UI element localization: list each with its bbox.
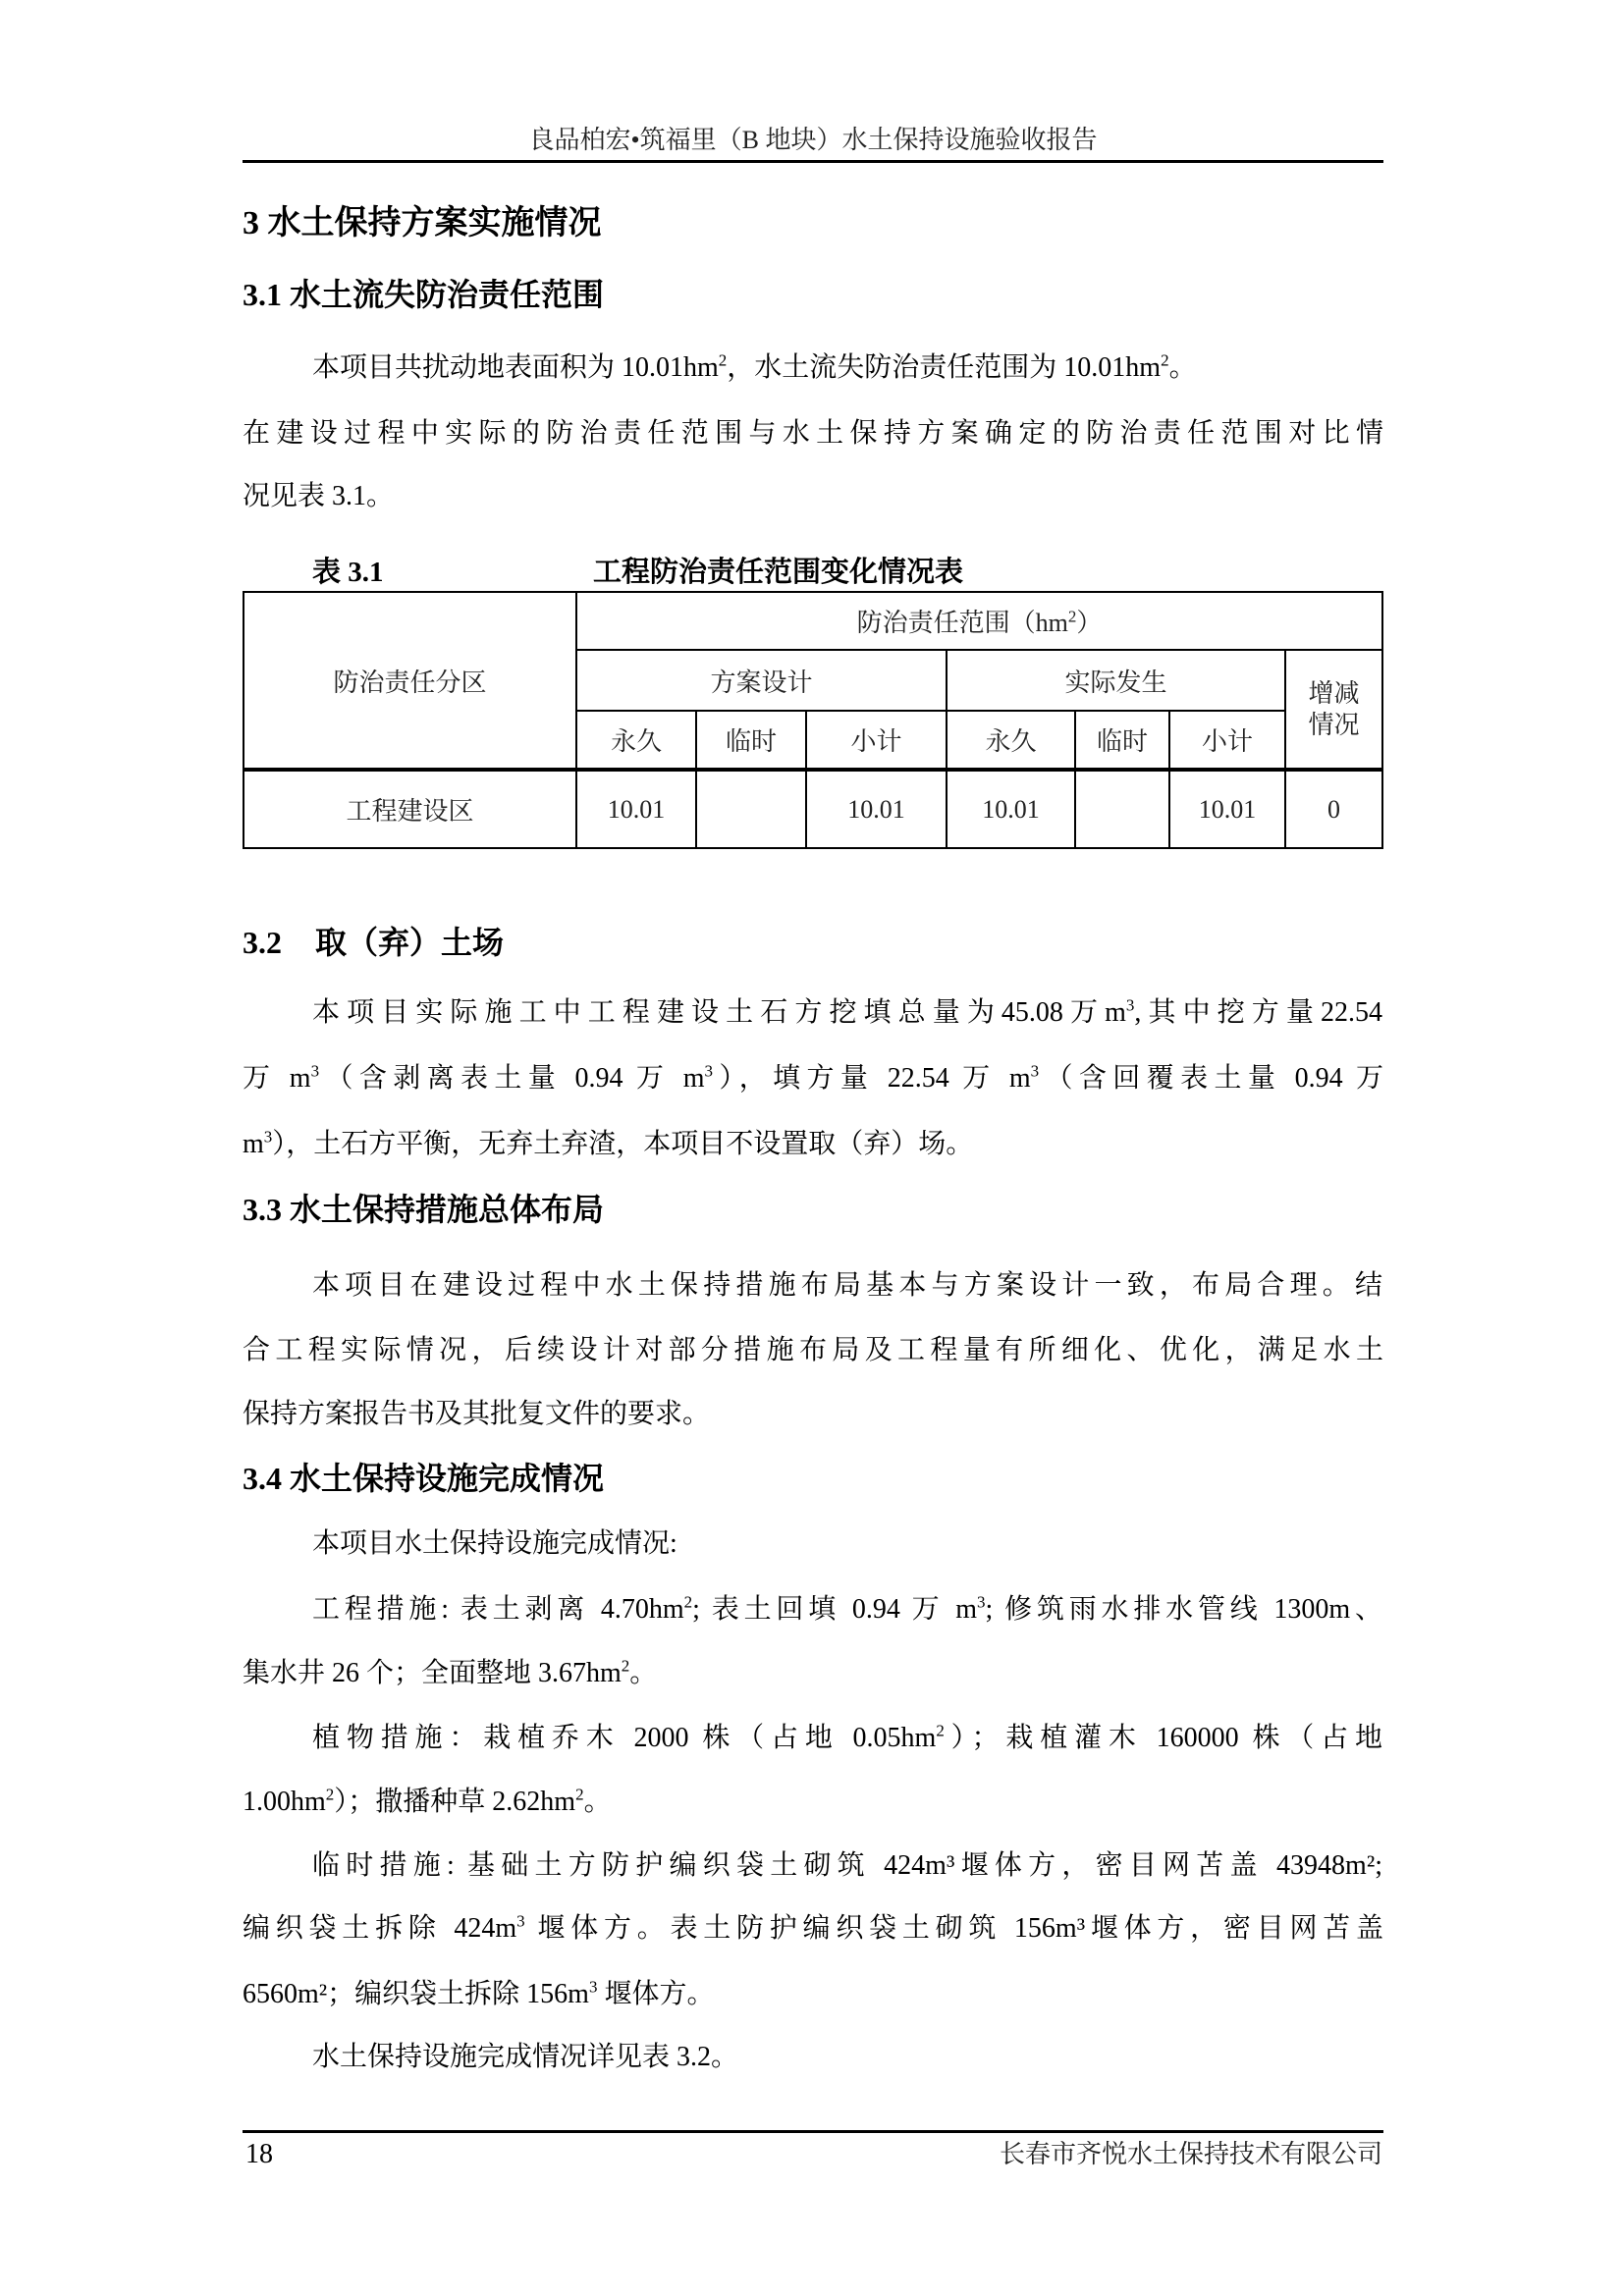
superscript: 3	[704, 1061, 713, 1081]
table-caption-title: 工程防治责任范围变化情况表	[593, 557, 964, 588]
header-zone: 防治责任分区	[244, 592, 576, 770]
text: 万 m	[243, 1063, 311, 1094]
text: 编织袋土拆除 424m	[243, 1913, 517, 1944]
superscript: 3	[1125, 995, 1135, 1015]
text: ）	[1076, 609, 1103, 637]
superscript: 2	[575, 1785, 584, 1804]
section-heading-3-3: 3.3 水土保持措施总体布局	[243, 1192, 605, 1227]
paragraph-line: 水土保持设施完成情况详见表 3.2。	[312, 2042, 739, 2072]
cell-plan-temporary	[696, 770, 806, 848]
footer-rule	[243, 2130, 1383, 2133]
header-scope	[576, 592, 1382, 650]
text: ）；撒播种草 2.62hm	[334, 1787, 576, 1817]
text: 堰体方。表土防护编织袋土砌筑 156m³堰体方，密目网苫盖	[524, 1913, 1383, 1944]
company-name: 长春市齐悦水土保持技术有限公司	[999, 2140, 1382, 2168]
text: m	[243, 1129, 264, 1159]
heading-title: 取（弃）土场	[315, 925, 505, 960]
text: 堰体方。	[597, 1979, 715, 2009]
paragraph-line	[312, 348, 1382, 388]
superscript: 2	[621, 1656, 630, 1676]
text: （含回覆表土量 0.94 万	[1039, 1063, 1384, 1094]
header-actual-permanent: 永久	[947, 711, 1075, 770]
text: ）；栽植灌木 160000 株（占地	[944, 1723, 1382, 1753]
cell-actual-subtotal: 10.01	[1169, 770, 1285, 848]
superscript: 3	[977, 1592, 986, 1612]
heading-number: 3.2	[243, 925, 282, 960]
text: ），填方量 22.54 万 m	[712, 1063, 1031, 1094]
text: 植物措施：栽植乔木 2000 株（占地 0.05hm	[312, 1723, 937, 1753]
text: 集水井 26 个；全面整地 3.67hm	[243, 1658, 622, 1688]
text: ），土石方平衡，无弃土弃渣，本项目不设置取（弃）场。	[272, 1129, 974, 1159]
cell-plan-permanent: 10.01	[576, 770, 696, 848]
table-caption-number: 表 3.1	[312, 557, 384, 588]
section-heading-3-1: 3.1 水土流失防治责任范围	[243, 277, 605, 312]
superscript: 2	[1161, 350, 1169, 370]
superscript: 2	[683, 1592, 693, 1612]
superscript: 3	[263, 1127, 273, 1147]
paragraph-line	[312, 1590, 1382, 1629]
text: ; 修筑雨水排水管线 1300m、	[985, 1594, 1383, 1625]
text: 工程措施: 表土剥离 4.70hm	[312, 1594, 684, 1625]
cell-zone: 工程建设区	[244, 770, 576, 848]
paragraph-line	[243, 1783, 1383, 1822]
header-plan-permanent: 永久	[576, 711, 696, 770]
text: 。	[1168, 352, 1197, 383]
text: （含剥离表土量 0.94 万 m	[319, 1063, 705, 1094]
paragraph-line: 保持方案报告书及其批复文件的要求。	[243, 1399, 711, 1429]
paragraph-line: 本项目水土保持设施完成情况:	[312, 1528, 677, 1559]
superscript: 2	[718, 350, 728, 370]
text: 本项目共扰动地表面积为 10.01hm	[312, 352, 719, 383]
header-plan-subtotal: 小计	[806, 711, 947, 770]
text: 本项目实际施工中工程建设土石方挖填总量为45.08万m	[312, 997, 1126, 1028]
cell-change: 0	[1285, 770, 1382, 848]
header-actual-temporary: 临时	[1075, 711, 1169, 770]
text: 防治责任范围（hm	[856, 609, 1068, 637]
text: 。	[583, 1787, 612, 1817]
header-rule	[243, 160, 1383, 163]
superscript: 2	[936, 1721, 945, 1740]
header-actual-subtotal: 小计	[1169, 711, 1285, 770]
paragraph-line: 合工程实际情况，后续设计对部分措施布局及工程量有所细化、优化，满足水土	[243, 1335, 1383, 1365]
superscript: 3	[588, 1977, 598, 1997]
cell-actual-temporary	[1075, 770, 1169, 848]
table-row	[244, 770, 1382, 848]
running-header: 良品柏宏•筑福里（B 地块）水土保持设施验收报告	[528, 126, 1098, 154]
superscript: 3	[1030, 1061, 1040, 1081]
superscript: 2	[325, 1785, 335, 1804]
text: 。	[629, 1658, 658, 1688]
section-heading-3-4: 3.4 水土保持设施完成情况	[243, 1461, 605, 1496]
paragraph-line	[243, 1654, 1383, 1693]
paragraph-line	[243, 1909, 1383, 1949]
paragraph-line	[312, 1719, 1382, 1758]
section-heading-3-2	[243, 921, 504, 964]
paragraph-line	[312, 993, 1382, 1033]
paragraph-line	[243, 1975, 1383, 2014]
superscript: 2	[1067, 607, 1077, 626]
header-plan: 方案设计	[576, 650, 947, 711]
paragraph-line: 本项目在建设过程中水土保持措施布局基本与方案设计一致，布局合理。结	[312, 1270, 1382, 1301]
text: ,其中挖方量22.54	[1134, 997, 1382, 1028]
header-plan-temporary: 临时	[696, 711, 806, 770]
paragraph-line: 临时措施: 基础土方防护编织袋土砌筑 424m³堰体方，密目网苫盖 43948m²;	[312, 1850, 1382, 1881]
responsibility-scope-table	[243, 591, 1383, 849]
header-actual: 实际发生	[947, 650, 1285, 711]
cell-actual-permanent: 10.01	[947, 770, 1075, 848]
paragraph-line: 况见表 3.1。	[243, 481, 395, 511]
paragraph-line: 在建设过程中实际的防治责任范围与水土保持方案确定的防治责任范围对比情	[243, 418, 1383, 449]
paragraph-line	[243, 1059, 1383, 1098]
superscript: 3	[310, 1061, 320, 1081]
text: ，水土流失防治责任范围为 10.01hm	[727, 352, 1162, 383]
cell-plan-subtotal: 10.01	[806, 770, 947, 848]
header-change: 增减情况	[1285, 650, 1382, 770]
superscript: 3	[516, 1911, 525, 1931]
paragraph-line	[243, 1125, 1383, 1164]
text: 1.00hm	[243, 1787, 326, 1817]
text: ; 表土回填 0.94 万 m	[692, 1594, 978, 1625]
chapter-heading: 3 水土保持方案实施情况	[243, 205, 602, 241]
page-number: 18	[245, 2139, 273, 2169]
text: 6560m²；编织袋土拆除 156m	[243, 1979, 589, 2009]
table-header-row	[244, 592, 1382, 650]
